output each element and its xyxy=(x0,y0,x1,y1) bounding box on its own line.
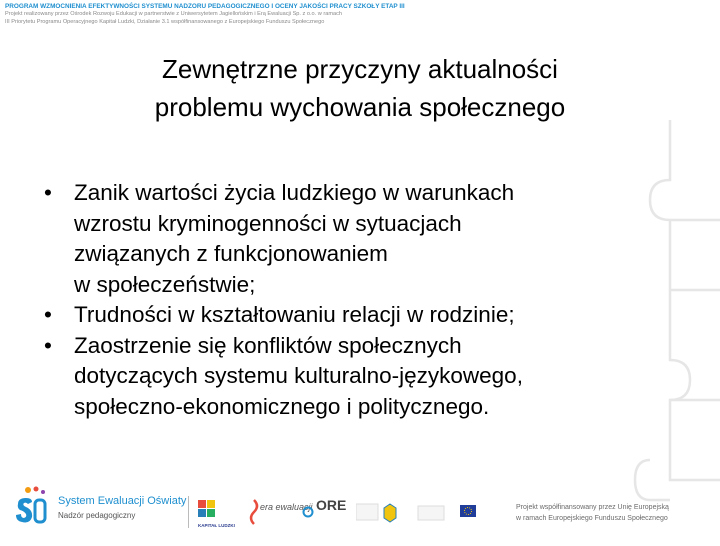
project-description-line-2: III Priorytetu Programu Operacyjnego Kapitał Ludzki, Działanie 3.1 współfinansowanego z Europejskiego Funduszu Społecznego xyxy=(5,18,325,25)
eu-cofinancing-line-1: Projekt współfinansowany przez Unię Europejską xyxy=(516,504,669,511)
bullet-line: dotyczących systemu kulturalno-językowego, xyxy=(74,363,523,388)
bullet-line: związanych z funkcjonowaniem xyxy=(74,241,388,266)
footer-divider xyxy=(188,496,189,528)
ore-logo-icon xyxy=(302,506,314,518)
eu-cofinancing-line-2: w ramach Europejskiego Funduszu Społecznego xyxy=(516,515,668,522)
title-line-2: problemu wychowania społecznego xyxy=(154,92,566,122)
kapital-ludzki-label: KAPITAŁ LUDZKI xyxy=(198,523,235,528)
bullet-item xyxy=(44,178,664,300)
seo-logo-icon xyxy=(12,484,52,534)
bullet-marker: • xyxy=(44,302,52,327)
program-header xyxy=(5,3,565,26)
title-line-1: Zewnętrzne przyczyny aktualności xyxy=(162,54,558,84)
footer-logos xyxy=(0,478,720,540)
bullet-marker: • xyxy=(44,180,52,205)
bullet-list xyxy=(44,178,664,422)
seo-name: System Ewaluacji Oświaty xyxy=(58,495,187,507)
bullet-line: wzrostu kryminogenności w sytuacjach xyxy=(74,210,462,236)
bullet-item xyxy=(44,300,664,331)
bullet-line: w społeczeństwie; xyxy=(74,271,256,297)
slide-title xyxy=(60,50,660,126)
bullet-line: Zanik wartości życia ludzkiego w warunkach xyxy=(74,180,515,205)
project-description-line-1: Projekt realizowany przez Ośrodek Rozwoju Edukacji w partnerstwie z Uniwersytetem Jagiellońskim i Erą Ewaluacji Sp. z o.o. w ramach xyxy=(5,11,342,17)
seo-subtitle: Nadzór pedagogiczny xyxy=(58,511,136,520)
program-name: PROGRAM WZMOCNIENIA EFEKTYWNOŚCI SYSTEMU NADZORU PEDAGOGICZNEGO I OCENY JAKOŚCI PRACY SZKOŁY ETAP III xyxy=(5,3,405,10)
ore-label: ORE xyxy=(316,497,347,513)
partner-logos-icon xyxy=(356,500,476,526)
bullet-item xyxy=(44,331,664,423)
bullet-line: Trudności w kształtowaniu relacji w rodzinie; xyxy=(74,302,515,327)
era-ewaluacji-label: era ewaluacji xyxy=(260,502,313,512)
bullet-line: społeczno-ekonomicznego i politycznego. xyxy=(74,393,490,419)
bullet-marker: • xyxy=(44,332,52,358)
bullet-line: Zaostrzenie się konfliktów społecznych xyxy=(74,332,462,358)
